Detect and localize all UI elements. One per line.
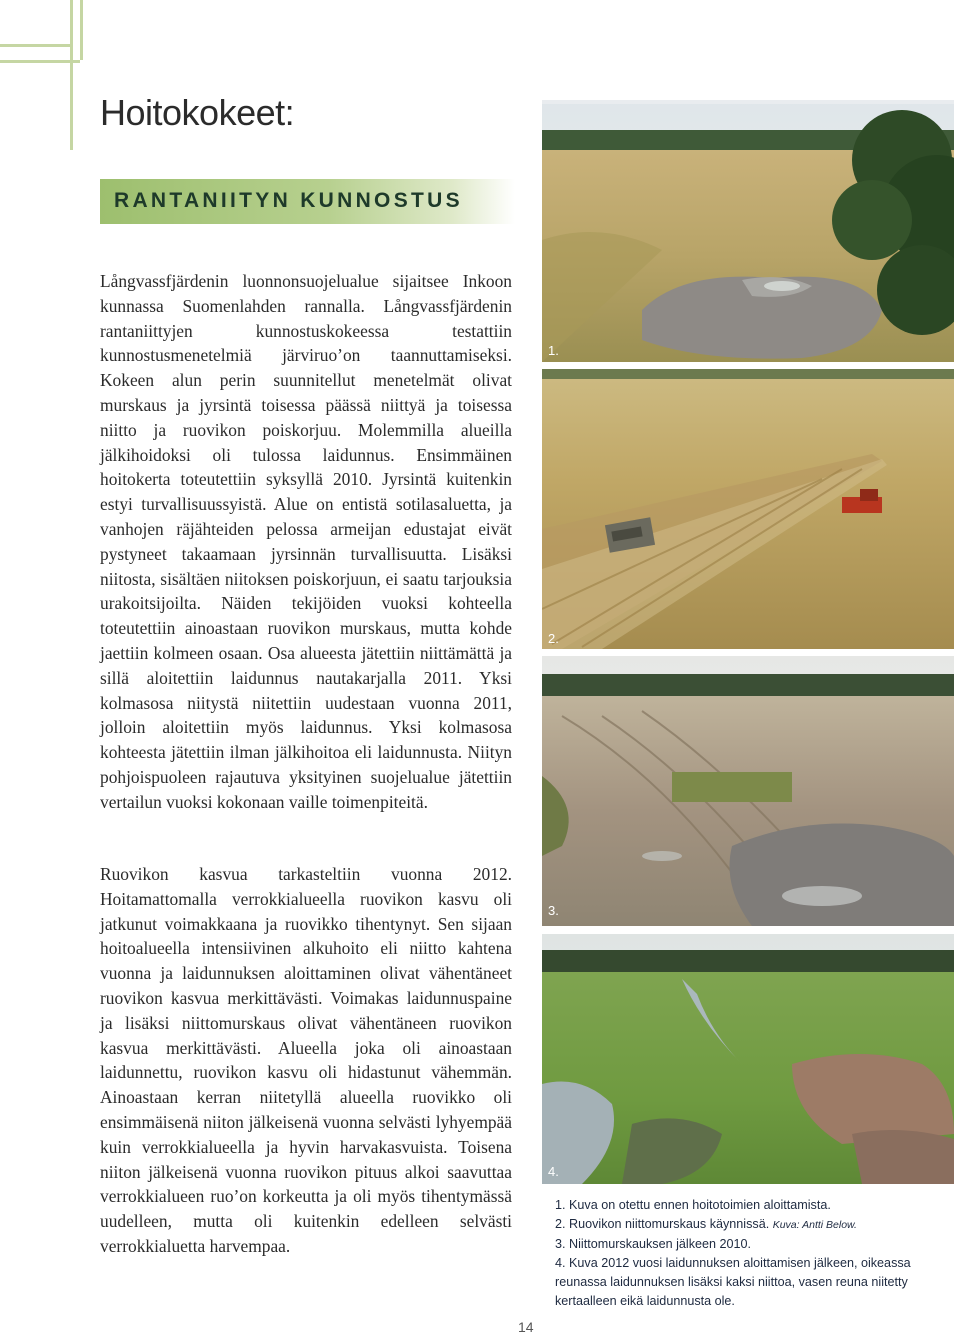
decorative-line	[80, 0, 83, 60]
page-title: Hoitokokeet:	[100, 92, 295, 133]
caption-3	[555, 1235, 950, 1254]
caption-text: Ruovikon niittomurskaus käynnissä.	[569, 1217, 770, 1231]
photo-mown-field-icon	[542, 656, 954, 926]
photo-number: 1.	[548, 343, 559, 358]
section-header-band	[100, 179, 515, 224]
caption-number: 3.	[555, 1237, 566, 1251]
decorative-line	[0, 44, 70, 47]
caption-1	[555, 1196, 950, 1215]
caption-number: 1.	[555, 1198, 566, 1212]
photo-2	[542, 369, 954, 649]
body-paragraph-1: Långvassfjärdenin luonnonsuojelualue sijaitsee Inkoon kunnassa Suomenlahden rannalla. Långvassfjärdenin rantaniittyjen kunnostuskokeessa testattiin kunnostusmenetelmiä järviruo’on taannuttamiseksi. Kokeen alun perin suunnitellut menetelmät olivat murskaus ja jyrsintä toisessa päässä niittyä ja toisessa niitto ja ruovikon poiskorjuu. Molemmilla alueilla jälkihoidoksi oli tulossa laidunnus. Ensimmäinen hoitokerta toteutettiin syksyllä 2010. Jyrsintä kuitenkin estyi turvallisuussyistä. Alue on entistä sotilasaluetta, ja vanhojen räjähteiden pelossa armeijan edustajat eivät pystyneet takaamaan jyrsinnän turvallisuutta. Lisäksi niitosta, sisältäen niitoksen poiskorjuun, ei saatu tarjouksia urakoitsijoilta. Näiden tekijöiden vuoksi kohteella toteutettiin ainoastaan ruovikon murskaus, mutta kohde jaettiin kolmeen osaan. Osa alueesta jätettiin niittämättä ja sillä aloitettiin laidunnus nautakarjalla 2011. Yksi kolmasosa niitystä niitettiin uudestaan vuonna 2011, jolloin aloitettiin myös laidunnus. Yksi kolmasosa kohteesta jätettiin ilman jälkihoitoa eli laidunnusta. Niityn pohjoispuoleen rajautuva yksityinen suojelualue jätettiin vertailun vuoksi kokonaan vaille toimenpiteitä.	[100, 271, 512, 812]
caption-number: 4.	[555, 1256, 566, 1270]
page-number: 14	[518, 1319, 534, 1335]
caption-4	[555, 1254, 950, 1311]
photo-3	[542, 656, 954, 926]
photo-harvester-reeds-icon	[542, 369, 954, 649]
body-paragraph-2: Ruovikon kasvua tarkasteltiin vuonna 2012. Hoitamattomalla verrokkialueella ruovikon kasvu oli jatkunut voimakkaana ja ruovikko tihentynyt. Sen sijaan hoitoalueella intensiivinen alkuhoito eli niitto kahtena vuonna ja laidunnuksen aloittaminen olivat vähentäneet ruovikon kasvua merkittävästi. Voimakas laidunnuspaine ja lisäksi niittomurskaus olivat vähentäneen ruovikon kasvua merkittävästi. Alueella joka oli ainoastaan laidunnettu, ruovikon kasvu oli hidastunut vähemmän. Ainoastaan kerran niitetyllä alueella ruovikko oli ensimmäisenä niiton jälkeisenä vuonna selvästi lyhyempää kuin verrokkialueella ja hyvin harvakasvuista. Toisena niiton jälkeisenä vuonna ruovikon pituus alkoi saavuttaa verrokkialueen ruo’on korkeutta ja oli myös tihentymässä uudelleen, mutta oli kuitenkin edelleen selvästi verrokkialuetta harvempaa.	[100, 864, 512, 1256]
photo-credit: Kuva: Antti Below.	[772, 1219, 857, 1231]
caption-text: Kuva on otettu ennen hoitotoimien aloittamista.	[569, 1198, 831, 1212]
caption-text: Kuva 2012 vuosi laidunnuksen aloittamisen jälkeen, oikeassa reunassa laidunnuksen lisäksi kaksi niittoa, vasen reuna niitetty kertaalleen eikä laidunnusta ole.	[555, 1256, 911, 1308]
photo-4	[542, 934, 954, 1184]
photo-number: 3.	[548, 903, 559, 918]
caption-2	[555, 1215, 950, 1235]
photo-number: 4.	[548, 1164, 559, 1179]
photo-grazed-wetland-icon	[542, 934, 954, 1184]
photo-captions	[555, 1196, 950, 1311]
photo-number: 2.	[548, 631, 559, 646]
decorative-line	[70, 0, 73, 150]
caption-text: Niittomurskauksen jälkeen 2010.	[569, 1237, 752, 1251]
caption-number: 2.	[555, 1217, 566, 1231]
photo-1	[542, 100, 954, 362]
photo-meadow-rock-trees-icon	[542, 100, 954, 362]
section-title: RANTANIITYN KUNNOSTUS	[114, 189, 463, 212]
decorative-line	[0, 60, 80, 63]
